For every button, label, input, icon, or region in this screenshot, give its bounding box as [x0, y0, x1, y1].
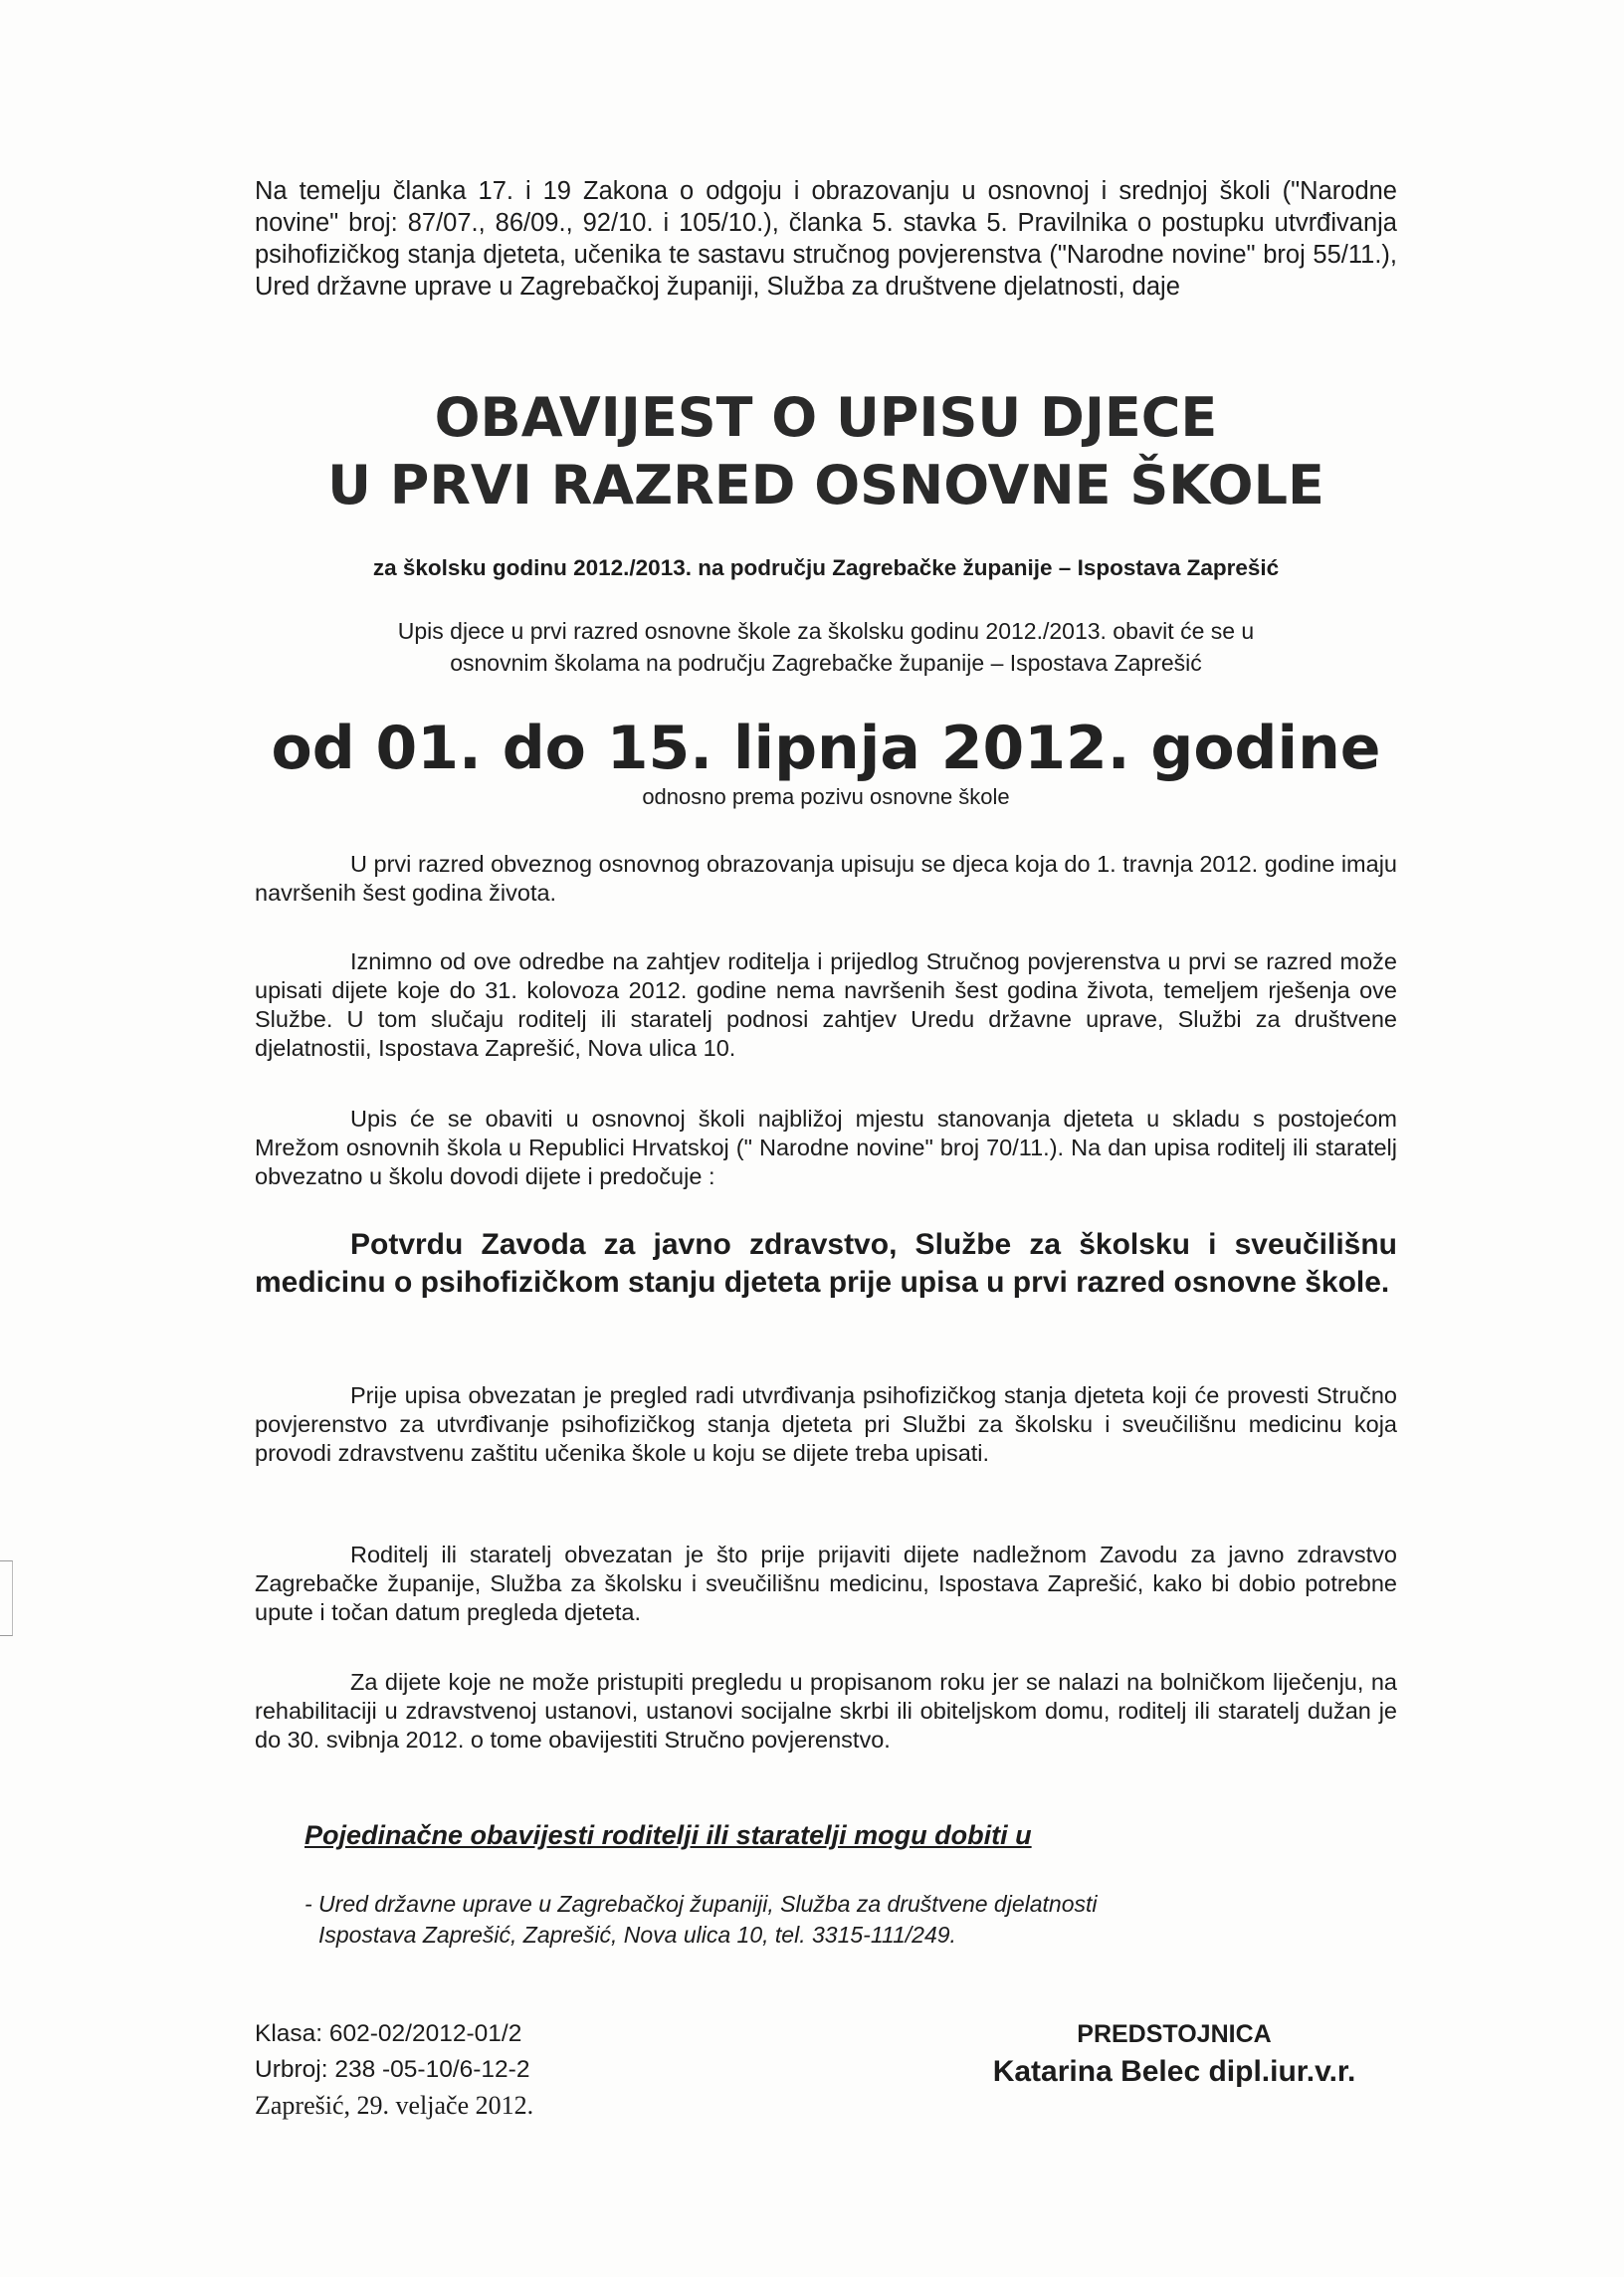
document-meta	[255, 2016, 533, 2124]
upis-notice	[255, 615, 1397, 679]
contact-line-2: Ispostava Zaprešić, Zaprešić, Nova ulica 10, tel. 3315-111/249.	[318, 1922, 956, 1948]
upis-line-2: osnovnim školama na području Zagrebačke županije – Ispostava Zaprešić	[450, 650, 1202, 676]
certificate-text: Potvrdu Zavoda za javno zdravstvo, Službe za školsku i sveučilišnu medicinu o psihofizičkom stanju djeteta prije upisa u prvi razred osnovne škole.	[255, 1228, 1397, 1299]
paragraph-registration	[255, 1541, 1397, 1627]
paragraph-examination	[255, 1381, 1397, 1468]
paragraph-text: Roditelj ili staratelj obvezatan je što prije prijaviti dijete nadležnom Zavodu za javno zdravstvo Zagrebačke županije, Služba za školsku i sveučilišnu medicinu, Ispostava Zaprešić, kako bi dobio potrebne upute i točan datum pregleda djeteta.	[255, 1542, 1397, 1625]
title-line-2: U PRVI RAZRED OSNOVNE ŠKOLE	[327, 454, 1324, 517]
paragraph-text: Prije upisa obvezatan je pregled radi utvrđivanja psihofizičkog stanja djeteta koji će provesti Stručno povjerenstvo za utvrđivanje psihofizičkog stanja djeteta pri Službi za školsku i sveučilišnu medicinu koja provodi zdravstvenu zaštitu učenika škole u koju se dijete treba upisati.	[255, 1382, 1397, 1466]
required-certificate	[255, 1226, 1397, 1302]
intro-paragraph: Na temelju članka 17. i 19 Zakona o odgoju i obrazovanju u osnovnoj i srednjoj školi ("Narodne novine" broj: 87/07., 86/09., 92/10. i 105/10.), članka 5. stavka 5. Pravilnika o postupku utvrđivanja psihofizičkog stanja djeteta, učenika te sastavu stručnog povjerenstva ("Narodne novine" broj 55/11.), Ured državne uprave u Zagrebačkoj županiji, Služba za društvene djelatnosti, daje	[255, 177, 1397, 301]
klasa: Klasa: 602-02/2012-01/2	[255, 2020, 522, 2047]
enrollment-dates-note: odnosno prema pozivu osnovne škole	[642, 784, 1010, 809]
signatory-role: PREDSTOJNICA	[1077, 2020, 1272, 2048]
paragraph-text: Iznimno od ove odredbe na zahtjev roditelja i prijedlog Stručnog povjerenstva u prvi se razred može upisati dijete koje do 31. kolovoza 2012. godine nema navršenih šest godina života, temeljem rješenja ove Službe. U tom slučaju roditelj ili staratelj podnosi zahtjev Uredu državne uprave, Službi za društvene djelatnostii, Ispostava Zaprešić, Nova ulica 10.	[255, 948, 1397, 1061]
info-heading: Pojedinačne obavijesti roditelji ili staratelji mogu dobiti u	[304, 1820, 1032, 1850]
paragraph-age-requirement	[255, 850, 1397, 908]
paragraph-enrollment-location	[255, 1105, 1397, 1191]
place-date: Zaprešić, 29. veljače 2012.	[255, 2091, 534, 2120]
signatory-name: Katarina Belec dipl.iur.v.r.	[992, 2055, 1356, 2088]
signature-block	[935, 2016, 1413, 2092]
document-title	[255, 384, 1397, 519]
margin-bracket-mark	[0, 1560, 13, 1636]
contact-line-1: - Ured državne uprave u Zagrebačkoj županiji, Služba za društvene djelatnosti	[304, 1891, 1098, 1917]
urbroj: Urbroj: 238 -05-10/6-12-2	[255, 2056, 530, 2083]
document-subtitle: za školsku godinu 2012./2013. na području Zagrebačke županije – Ispostava Zaprešić	[372, 555, 1280, 580]
paragraph-exception	[255, 947, 1397, 1063]
title-line-1: OBAVIJEST O UPISU DJECE	[434, 386, 1218, 449]
contact-info	[304, 1889, 1359, 1951]
paragraph-hospital-case	[255, 1668, 1397, 1755]
enrollment-dates: od 01. do 15. lipnja 2012. godine	[271, 714, 1381, 783]
paragraph-text: Za dijete koje ne može pristupiti pregledu u propisanom roku jer se nalazi na bolničkom liječenju, na rehabilitaciji u zdravstvenoj ustanovi, ustanovi socijalne skrbi ili obiteljskom domu, roditelj ili staratelj dužan je do 30. svibnja 2012. o tome obavijestiti Stručno povjerenstvo.	[255, 1669, 1397, 1753]
upis-line-1: Upis djece u prvi razred osnovne škole za školsku godinu 2012./2013. obavit će se u	[397, 618, 1255, 644]
paragraph-text: U prvi razred obveznog osnovnog obrazovanja upisuju se djeca koja do 1. travnja 2012. godine imaju navršenih šest godina života.	[255, 851, 1397, 906]
paragraph-text: Upis će se obaviti u osnovnoj školi najbližoj mjestu stanovanja djeteta u skladu s postojećom Mrežom osnovnih škola u Republici Hrvatskoj (" Narodne novine" broj 70/11.). Na dan upisa roditelj ili staratelj obvezatno u školu dovodi dijete i predočuje :	[255, 1106, 1397, 1189]
